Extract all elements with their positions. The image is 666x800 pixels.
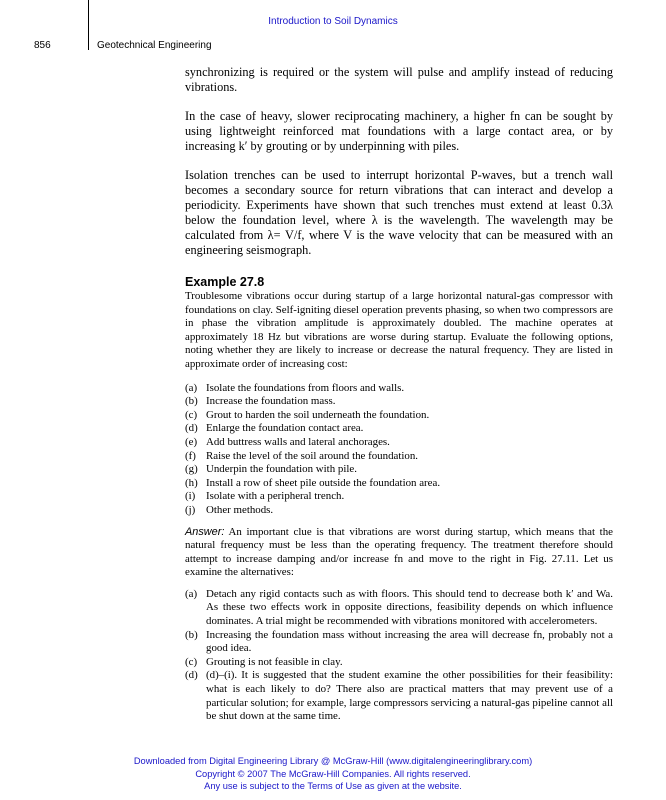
running-head: Geotechnical Engineering [97,40,212,51]
page-number: 856 [34,40,51,51]
list-item: (a) Isolate the foundations from floors and walls. [185,381,405,394]
answer-paragraph [185,526,613,580]
top-title-link[interactable]: Introduction to Soil Dynamics [268,16,398,27]
footer-copyright: Copyright © 2007 The McGraw-Hill Companies. All rights reserved. [195,768,471,779]
answer-text: An important clue is that vibrations are worst during startup, which means that the natural frequency must be less than the operating frequency. The treatment therefore should attempt to increase damping and/or increase fn and move to the right in Fig. 27.11. Let us examine the alternatives: [185,525,613,579]
list-item: (e) Add buttress walls and lateral anchorages. [185,435,390,448]
answer-label: Answer: [185,525,225,538]
paragraph-3: Isolation trenches can be used to interrupt horizontal P-waves, but a trench wall becomes a secondary source for return vibrations that can interact and develop a periodicity. Experiments have shown that such trenches must extend at least 0.3λ below the foundation level, where λ is the wavelength. The wavelength may be calculated from λ= V/f, where V is the wave velocity that can be measured with an engineering seismograph. [185,168,613,257]
list-item: (c) Grouting is not feasible in clay. [185,655,343,668]
header-divider [88,0,89,50]
list-item: (d) (d)–(i). It is suggested that the student examine the other possibilities for their feasibility: what is each likely to do? There also are practical matters that may prevent use of a particular solution; for example, large compressors servicing a natural-gas pipeline cannot all be shut down at the same time. [185,669,613,723]
example-title: Example 27.8 [185,275,265,289]
list-item: (f) Raise the level of the soil around the foundation. [185,449,419,462]
list-item: (b) Increase the foundation mass. [185,395,336,408]
answers-list [185,588,613,724]
footer-download-link[interactable]: Downloaded from Digital Engineering Library @ McGraw-Hill (www.digitalengineeringlibrary.com) [133,756,533,766]
footer [0,755,666,793]
page-content [185,65,613,724]
options-list [185,382,613,518]
list-item: (b) Increasing the foundation mass without increasing the area will decrease fn, probably not a good idea. [185,628,613,655]
list-item: (i) Isolate with a peripheral trench. [185,490,345,503]
list-item: (h) Install a row of sheet pile outside the foundation area. [185,476,441,489]
list-item: (j) Other methods. [185,503,274,516]
footer-terms-link[interactable]: Any use is subject to the Terms of Use as given at the website. [204,781,462,791]
paragraph-1: synchronizing is required or the system will pulse and amplify instead of reducing vibrations. [185,65,613,94]
example-intro: Troublesome vibrations occur during startup of a large horizontal natural-gas compressor with foundations on clay. Self-igniting diesel operation prevents phasing, so when two compressors are in phase the vibration amplitude is approximately doubled. The machine operates at approximately 18 Hz but vibrations are worse during startup. Evaluate the following options, noting whether they are likely to increase or decrease the natural frequency. They are listed in approximate order of increasing cost: [185,290,613,370]
list-item: (d) Enlarge the foundation contact area. [185,422,364,435]
list-item: (c) Grout to harden the soil underneath the foundation. [185,408,430,421]
paragraph-2: In the case of heavy, slower reciprocating machinery, a higher fn can be sought by using lightweight reinforced mat foundations with a large contact area, or by increasing k′ by grouting or by underpinning with piles. [185,109,613,153]
list-item: (a) Detach any rigid contacts such as with floors. This should tend to decrease both k′ and Wa. As these two effects work in opposite directions, feasibility depends on which influence dominates. A trial might be recommended with vibrations monitored with accelerometers. [185,587,613,628]
list-item: (g) Underpin the foundation with pile. [185,463,357,476]
